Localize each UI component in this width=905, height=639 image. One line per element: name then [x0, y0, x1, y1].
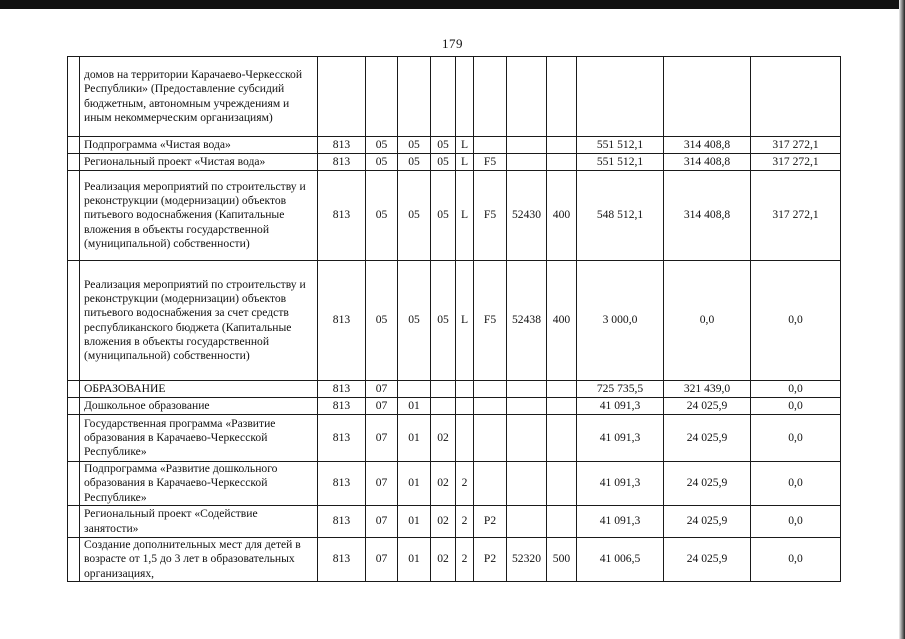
- subprogram-cell: L: [456, 137, 474, 154]
- direction-cell: 52320: [507, 538, 547, 582]
- razdel-cell: 07: [366, 415, 398, 462]
- sum-year-1: 3 000,0: [577, 261, 664, 381]
- row-name: Дошкольное образование: [80, 398, 318, 415]
- direction-cell: [507, 381, 547, 398]
- indent-cell: [68, 381, 80, 398]
- glava-cell: 813: [318, 261, 366, 381]
- sum-year-3: 317 272,1: [751, 171, 841, 261]
- program-cell: 05: [431, 261, 456, 381]
- direction-cell: [507, 154, 547, 171]
- indent-cell: [68, 154, 80, 171]
- project-cell: P2: [474, 538, 507, 582]
- project-cell: [474, 415, 507, 462]
- glava-cell: 813: [318, 506, 366, 538]
- podrazdel-cell: [398, 381, 431, 398]
- direction-cell: 52438: [507, 261, 547, 381]
- glava-cell: 813: [318, 398, 366, 415]
- expense-type-cell: 500: [547, 538, 577, 582]
- project-cell: F5: [474, 154, 507, 171]
- podrazdel-cell: 05: [398, 154, 431, 171]
- project-cell: [474, 462, 507, 506]
- table-row: [68, 506, 841, 538]
- table-row: [68, 398, 841, 415]
- project-cell: F5: [474, 261, 507, 381]
- sum-year-1: 551 512,1: [577, 137, 664, 154]
- row-name: Подпрограмма «Чистая вода»: [80, 137, 318, 154]
- razdel-cell: 07: [366, 538, 398, 582]
- table-row: [68, 381, 841, 398]
- indent-cell: [68, 261, 80, 381]
- podrazdel-cell: 05: [398, 171, 431, 261]
- razdel-cell: 07: [366, 381, 398, 398]
- sum-year-1: 725 735,5: [577, 381, 664, 398]
- subprogram-cell: 2: [456, 462, 474, 506]
- sum-year-1: 41 091,3: [577, 398, 664, 415]
- sum-year-3: 0,0: [751, 506, 841, 538]
- program-cell: 05: [431, 137, 456, 154]
- glava-cell: 813: [318, 154, 366, 171]
- glava-cell: 813: [318, 137, 366, 154]
- indent-cell: [68, 415, 80, 462]
- glava-cell: 813: [318, 462, 366, 506]
- razdel-cell: 05: [366, 171, 398, 261]
- razdel-cell: 07: [366, 506, 398, 538]
- indent-cell: [68, 57, 80, 137]
- indent-cell: [68, 171, 80, 261]
- glava-cell: 813: [318, 381, 366, 398]
- row-name: Региональный проект «Чистая вода»: [80, 154, 318, 171]
- project-cell: [474, 398, 507, 415]
- sum-year-2: 0,0: [664, 261, 751, 381]
- table-row: [68, 154, 841, 171]
- razdel-cell: 07: [366, 398, 398, 415]
- row-name: Создание дополнительных мест для детей в возрасте от 1,5 до 3 лет в образовательных организациях,: [80, 538, 318, 582]
- razdel-cell: 07: [366, 462, 398, 506]
- sum-year-1: 41 091,3: [577, 462, 664, 506]
- podrazdel-cell: [398, 57, 431, 137]
- podrazdel-cell: 01: [398, 415, 431, 462]
- table-row: [68, 261, 841, 381]
- sum-year-2: [664, 57, 751, 137]
- direction-cell: [507, 415, 547, 462]
- direction-cell: [507, 506, 547, 538]
- scan-edge-right: [899, 0, 905, 639]
- row-name: Региональный проект «Содействие занятости»: [80, 506, 318, 538]
- subprogram-cell: [456, 381, 474, 398]
- subprogram-cell: L: [456, 154, 474, 171]
- sum-year-1: 41 091,3: [577, 415, 664, 462]
- expense-type-cell: [547, 154, 577, 171]
- expense-type-cell: [547, 462, 577, 506]
- row-name: ОБРАЗОВАНИЕ: [80, 381, 318, 398]
- row-name: Государственная программа «Развитие образования в Карачаево-Черкесской Республике»: [80, 415, 318, 462]
- program-cell: 02: [431, 462, 456, 506]
- sum-year-2: 24 025,9: [664, 538, 751, 582]
- sum-year-1: 548 512,1: [577, 171, 664, 261]
- sum-year-2: 24 025,9: [664, 398, 751, 415]
- sum-year-3: 0,0: [751, 538, 841, 582]
- glava-cell: 813: [318, 538, 366, 582]
- sum-year-2: 314 408,8: [664, 137, 751, 154]
- program-cell: [431, 398, 456, 415]
- direction-cell: [507, 462, 547, 506]
- glava-cell: [318, 57, 366, 137]
- page-number: 179: [442, 36, 463, 51]
- subprogram-cell: 2: [456, 538, 474, 582]
- razdel-cell: 05: [366, 261, 398, 381]
- table-row: [68, 57, 841, 137]
- sum-year-1: 41 091,3: [577, 506, 664, 538]
- project-cell: F5: [474, 171, 507, 261]
- row-name: Реализация мероприятий по строительству и реконструкции (модернизации) объектов питьевого водоснабжения (Капитальные вложения в объекты государственной (муниципальной) собственности): [80, 171, 318, 261]
- program-cell: 05: [431, 171, 456, 261]
- direction-cell: 52430: [507, 171, 547, 261]
- sum-year-3: 0,0: [751, 462, 841, 506]
- razdel-cell: [366, 57, 398, 137]
- expense-type-cell: 400: [547, 171, 577, 261]
- expense-type-cell: [547, 398, 577, 415]
- sum-year-3: 317 272,1: [751, 137, 841, 154]
- podrazdel-cell: 01: [398, 398, 431, 415]
- expense-type-cell: [547, 57, 577, 137]
- program-cell: 02: [431, 538, 456, 582]
- expense-type-cell: [547, 415, 577, 462]
- program-cell: [431, 381, 456, 398]
- sum-year-2: 314 408,8: [664, 171, 751, 261]
- subprogram-cell: [456, 57, 474, 137]
- podrazdel-cell: 05: [398, 137, 431, 154]
- expense-type-cell: 400: [547, 261, 577, 381]
- table-row: [68, 171, 841, 261]
- expense-type-cell: [547, 381, 577, 398]
- table-row: [68, 137, 841, 154]
- subprogram-cell: L: [456, 171, 474, 261]
- sum-year-3: [751, 57, 841, 137]
- program-cell: [431, 57, 456, 137]
- podrazdel-cell: 01: [398, 462, 431, 506]
- indent-cell: [68, 398, 80, 415]
- row-name: домов на территории Карачаево-Черкесской Республики» (Предоставление субсидий бюджетным, автономным учреждениям и иным некоммерческим организациям): [80, 57, 318, 137]
- budget-table-body: [68, 57, 841, 582]
- indent-cell: [68, 538, 80, 582]
- indent-cell: [68, 462, 80, 506]
- table-row: [68, 415, 841, 462]
- podrazdel-cell: 01: [398, 506, 431, 538]
- project-cell: P2: [474, 506, 507, 538]
- row-name: Реализация мероприятий по строительству и реконструкции (модернизации) объектов питьевого водоснабжения за счет средств республиканского бюджета (Капитальные вложения в объекты государственной (муниципальной) собственности): [80, 261, 318, 381]
- subprogram-cell: [456, 398, 474, 415]
- expense-type-cell: [547, 137, 577, 154]
- glava-cell: 813: [318, 171, 366, 261]
- project-cell: [474, 381, 507, 398]
- expense-type-cell: [547, 506, 577, 538]
- sum-year-2: 24 025,9: [664, 415, 751, 462]
- direction-cell: [507, 57, 547, 137]
- sum-year-3: 0,0: [751, 415, 841, 462]
- direction-cell: [507, 137, 547, 154]
- podrazdel-cell: 05: [398, 261, 431, 381]
- indent-cell: [68, 506, 80, 538]
- project-cell: [474, 57, 507, 137]
- direction-cell: [507, 398, 547, 415]
- project-cell: [474, 137, 507, 154]
- sum-year-3: 0,0: [751, 381, 841, 398]
- razdel-cell: 05: [366, 137, 398, 154]
- indent-cell: [68, 137, 80, 154]
- sum-year-3: 317 272,1: [751, 154, 841, 171]
- sum-year-1: 551 512,1: [577, 154, 664, 171]
- sum-year-1: [577, 57, 664, 137]
- glava-cell: 813: [318, 415, 366, 462]
- program-cell: 02: [431, 415, 456, 462]
- scan-edge-top: [0, 0, 905, 9]
- row-name: Подпрограмма «Развитие дошкольного образования в Карачаево-Черкесской Республике»: [80, 462, 318, 506]
- program-cell: 02: [431, 506, 456, 538]
- table-row: [68, 462, 841, 506]
- table-row: [68, 538, 841, 582]
- sum-year-2: 24 025,9: [664, 462, 751, 506]
- subprogram-cell: 2: [456, 506, 474, 538]
- subprogram-cell: L: [456, 261, 474, 381]
- podrazdel-cell: 01: [398, 538, 431, 582]
- sum-year-2: 24 025,9: [664, 506, 751, 538]
- razdel-cell: 05: [366, 154, 398, 171]
- budget-table: [67, 56, 841, 582]
- program-cell: 05: [431, 154, 456, 171]
- sum-year-2: 321 439,0: [664, 381, 751, 398]
- sum-year-3: 0,0: [751, 398, 841, 415]
- sum-year-3: 0,0: [751, 261, 841, 381]
- sum-year-2: 314 408,8: [664, 154, 751, 171]
- subprogram-cell: [456, 415, 474, 462]
- sum-year-1: 41 006,5: [577, 538, 664, 582]
